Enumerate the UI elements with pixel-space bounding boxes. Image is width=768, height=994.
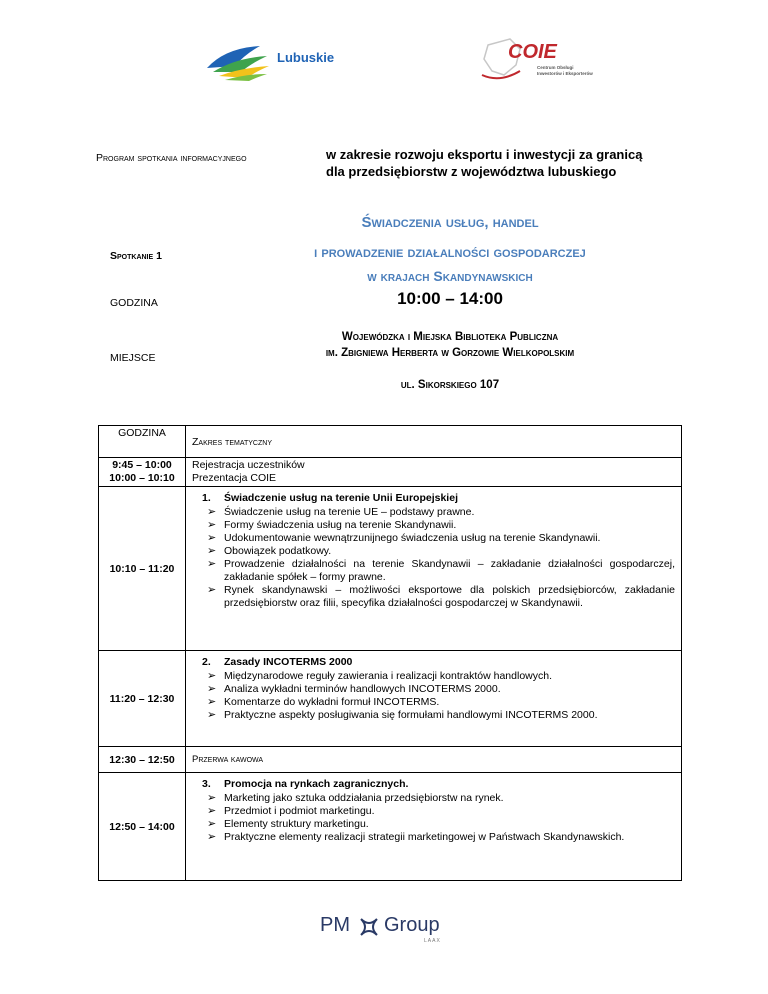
- list-item: ➢ Praktyczne aspekty posługiwania się formułami handlowymi INCOTERMS 2000.: [224, 709, 675, 722]
- place-line-3: ul. Sikorskiego 107: [400, 379, 500, 391]
- section-1-number: 1.: [202, 492, 211, 504]
- time-presentation: 10:00 – 10:10: [109, 472, 175, 484]
- break-text: Przerwa kawowa: [186, 747, 682, 773]
- schedule-table: [98, 425, 682, 881]
- section-3-title: Promocja na rynkach zagranicznych.: [224, 778, 409, 790]
- section-1: [186, 487, 682, 651]
- table-row: [99, 651, 682, 747]
- group-logo-text: Group: [384, 914, 440, 936]
- list-item: ➢ Międzynarodowe reguły zawierania i realizacji kontraktów handlowych.: [224, 670, 675, 683]
- list-item: ➢ Marketing jako sztuka oddziałania przedsiębiorstw na rynek.: [224, 792, 675, 805]
- lubuskie-logo: [205, 40, 355, 82]
- section-1-title: Świadczenie usług na terenie Unii Europejskiej: [224, 492, 458, 504]
- section-3-number: 3.: [202, 778, 211, 790]
- section-1-time: 10:10 – 11:20: [99, 487, 186, 651]
- group-logo-sub: LAAX: [424, 938, 441, 944]
- coie-logo-text: COIE: [508, 41, 557, 63]
- program-label: Program spotkania informacyjnego: [96, 152, 247, 164]
- section-2-title: Zasady INCOTERMS 2000: [224, 656, 353, 668]
- section-2-time: 11:20 – 12:30: [99, 651, 186, 747]
- coie-logo-sub1: Centrum Obsługi: [537, 65, 574, 70]
- section-1-list: [192, 506, 675, 610]
- place-line-2: im. Zbigniewa Herberta w Gorzowie Wielkopolskim: [325, 347, 575, 359]
- table-row: [99, 458, 682, 487]
- list-item: ➢ Rynek skandynawski – możliwości eksportowe dla polskich przedsiębiorców, zakładanie przedsiębiorstw oraz filii, specyfika działalności gospodarczej w Skandynawii.: [224, 584, 675, 610]
- section-3-time: 12:50 – 14:00: [99, 773, 186, 881]
- time-value: 10:00 – 14:00: [397, 289, 503, 308]
- list-item: ➢ Formy świadczenia usług na terenie Skandynawii.: [224, 519, 675, 532]
- pm-group-logo: [320, 908, 460, 952]
- meeting-label: Spotkanie 1: [110, 250, 162, 262]
- program-line-2: dla przedsiębiorstw z województwa lubuskiego: [326, 164, 617, 179]
- lubuskie-logo-text: Lubuskie: [277, 50, 335, 65]
- list-item: ➢ Przedmiot i podmiot marketingu.: [224, 805, 675, 818]
- section-2-list: [192, 670, 675, 722]
- header-time: GODZINA: [99, 426, 186, 458]
- break-time: 12:30 – 12:50: [99, 747, 186, 773]
- section-3: [186, 773, 682, 881]
- section-3-title-row: [202, 778, 675, 790]
- list-item: ➢ Prowadzenie działalności na terenie Skandynawii – zakładanie działalności gospodarczej, zakładanie spółek – formy prawne.: [224, 558, 675, 584]
- list-item: ➢ Elementy struktury marketingu.: [224, 818, 675, 831]
- table-row: [99, 487, 682, 651]
- place-line-1: Wojewódzka i Miejska Biblioteka Publiczna: [341, 331, 559, 343]
- meeting-title-line-3: w krajach Skandynawskich: [367, 268, 533, 284]
- pm-group-knot-icon: [358, 916, 380, 938]
- list-item: ➢ Udokumentowanie wewnątrzunijnego świadczenia usług na terenie Skandynawii.: [224, 532, 675, 545]
- time-label: GODZINA: [110, 297, 158, 309]
- time-registration: 9:45 – 10:00: [112, 459, 172, 471]
- table-row: [99, 773, 682, 881]
- text-presentation: Prezentacja COIE: [192, 472, 277, 484]
- coie-logo-sub2: Inwestorów i Eksporterów: [537, 71, 593, 76]
- row-registration-text: [186, 458, 682, 487]
- list-item: ➢ Komentarze do wykładni formuł INCOTERMS.: [224, 696, 675, 709]
- list-item: ➢ Świadczenie usług na terenie UE – podstawy prawne.: [224, 506, 675, 519]
- section-2-title-row: [202, 656, 675, 668]
- section-2: [186, 651, 682, 747]
- text-registration: Rejestracja uczestników: [192, 459, 305, 471]
- table-header-row: [99, 426, 682, 458]
- pm-logo-text: PM: [320, 914, 350, 936]
- list-item: ➢ Praktyczne elementy realizacji strategii marketingowej w Państwach Skandynawskich.: [224, 831, 675, 844]
- row-registration-time: [99, 458, 186, 487]
- meeting-title-line-1: Świadczenia usług, handel: [361, 214, 539, 231]
- header-topic: Zakres tematyczny: [186, 426, 682, 458]
- table-row: [99, 747, 682, 773]
- list-item: ➢ Analiza wykładni terminów handlowych INCOTERMS 2000.: [224, 683, 675, 696]
- section-1-title-row: [202, 492, 675, 504]
- section-2-number: 2.: [202, 656, 211, 668]
- coie-logo: [480, 35, 593, 87]
- meeting-title-line-2: i prowadzenie działalności gospodarczej: [314, 244, 586, 261]
- section-3-list: [192, 792, 675, 844]
- program-line-1: w zakresie rozwoju eksportu i inwestycji za granicą: [326, 147, 643, 162]
- list-item: ➢ Obowiązek podatkowy.: [224, 545, 675, 558]
- place-label: MIEJSCE: [110, 352, 156, 364]
